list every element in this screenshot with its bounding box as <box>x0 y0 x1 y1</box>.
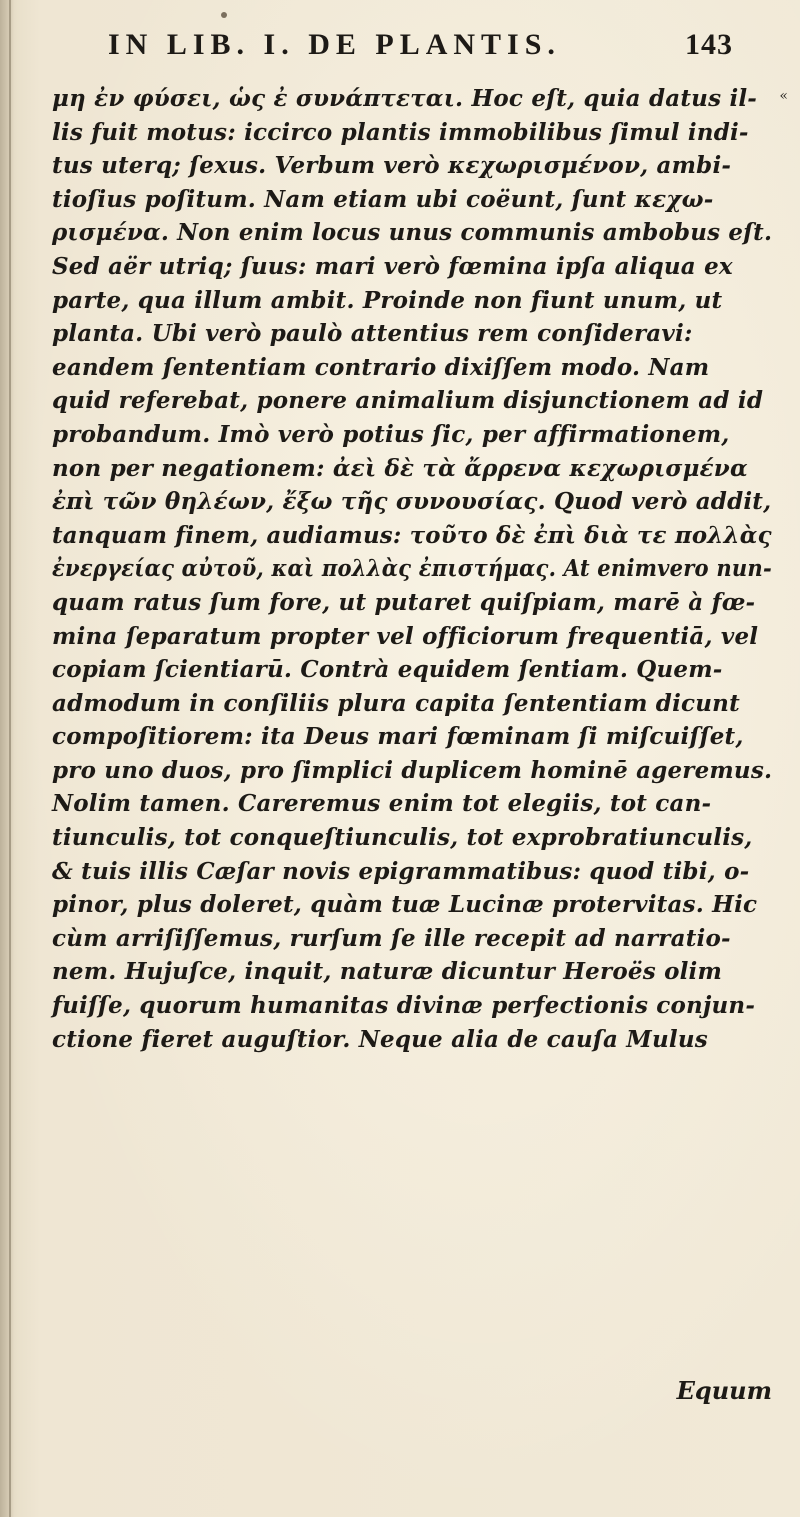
catchword: Equum <box>676 1376 772 1405</box>
text-line: tiunculis, tot conqueſtiunculis, tot exprobratiunculis, <box>52 824 753 852</box>
text-line: ctione fieret auguſtior. Neque alia de cauſa Mulus <box>52 1025 708 1053</box>
text-line: mina ſeparatum propter vel officiorum frequentiā, vel <box>52 622 759 650</box>
text-line: Nolim tamen. Careremus enim tot elegiis, tot can- <box>52 790 712 818</box>
running-title: IN LIB. I. DE PLANTIS. <box>108 28 561 61</box>
text-line: nem. Hujuſce, inquit, naturæ dicuntur Heroës olim <box>52 958 723 986</box>
text-line: ἐνεργείας αὐτοῦ, καὶ πολλὰς ἐπιστήμας. At enimvero nun- <box>52 555 772 583</box>
binding-gutter <box>0 0 14 1517</box>
text-line: pro uno duos, pro ſimplici duplicem hominē ageremus. <box>52 756 773 784</box>
text-line: admodum in conſiliis plura capita ſententiam dicunt <box>52 689 740 717</box>
text-line: pinor, plus doleret, quàm tuæ Lucinæ protervitas. Hic <box>52 891 758 919</box>
page-number: 143 <box>685 28 733 61</box>
text-line: parte, qua illum ambit. Proinde non fiunt unum, ut <box>52 286 723 314</box>
running-header <box>108 28 733 74</box>
gutter-line <box>9 0 11 1517</box>
text-line: quam ratus ſum fore, ut putaret quiſpiam, marē à fœ- <box>52 588 756 616</box>
margin-mark: « <box>779 88 788 104</box>
text-line: compoſitiorem: ita Deus mari fœminam ſi miſcuiſſet, <box>52 723 744 751</box>
text-line: tioſius poſitum. Nam etiam ubi coëunt, ſunt κεχω- <box>52 185 714 213</box>
text-line: fuiſſe, quorum humanitas divinæ perfectionis conjun- <box>52 992 756 1020</box>
text-line: & tuis illis Cæſar novis epigrammatibus: quod tibi, o- <box>52 857 750 885</box>
text-line: quid referebat, ponere animalium disjunctionem ad id <box>52 387 764 415</box>
text-line: ἐπὶ τῶν θηλέων, ἔξω τῆς συνουσίας. Quod verò addit, <box>52 488 772 516</box>
text-line: eandem ſententiam contrario dixiſſem modo. Nam <box>52 353 710 381</box>
text-line: non per negationem: ἀεὶ δὲ τὰ ἄρρενα κεχωρισμένα <box>52 454 748 482</box>
text-line: tanquam finem, audiamus: τοῦτο δὲ ἐπὶ διὰ τε πολλὰς <box>52 521 772 549</box>
text-line: probandum. Imò verò potius ſic, per affirmationem, <box>52 420 730 448</box>
text-line: copiam ſcientiarū. Contrà equidem ſentiam. Quem- <box>52 656 723 684</box>
text-line: μη ἐν φύσει, ὡς ἐ συνάπτεται. Hoc eſt, quia datus il- <box>52 85 758 112</box>
text-line: tus uterq; ſexus. Verbum verò κεχωρισμένον, ambi- <box>52 152 732 180</box>
text-line: lis fuit motus: iccirco plantis immobilibus ſimul indi- <box>52 118 749 146</box>
body-text <box>52 82 772 1056</box>
text-line: Sed aër utriq; ſuus: mari verò fœmina ipſa aliqua ex <box>52 252 733 280</box>
text-line: planta. Ubi verò paulò attentius rem conſideravi: <box>52 320 693 348</box>
text-line: cùm arriſiſſemus, rurſum ſe ille recepit ad narratio- <box>52 924 731 952</box>
ink-spot <box>221 12 227 18</box>
text-line: ρισμένα. Non enim locus unus communis ambobus eſt. <box>52 219 773 247</box>
